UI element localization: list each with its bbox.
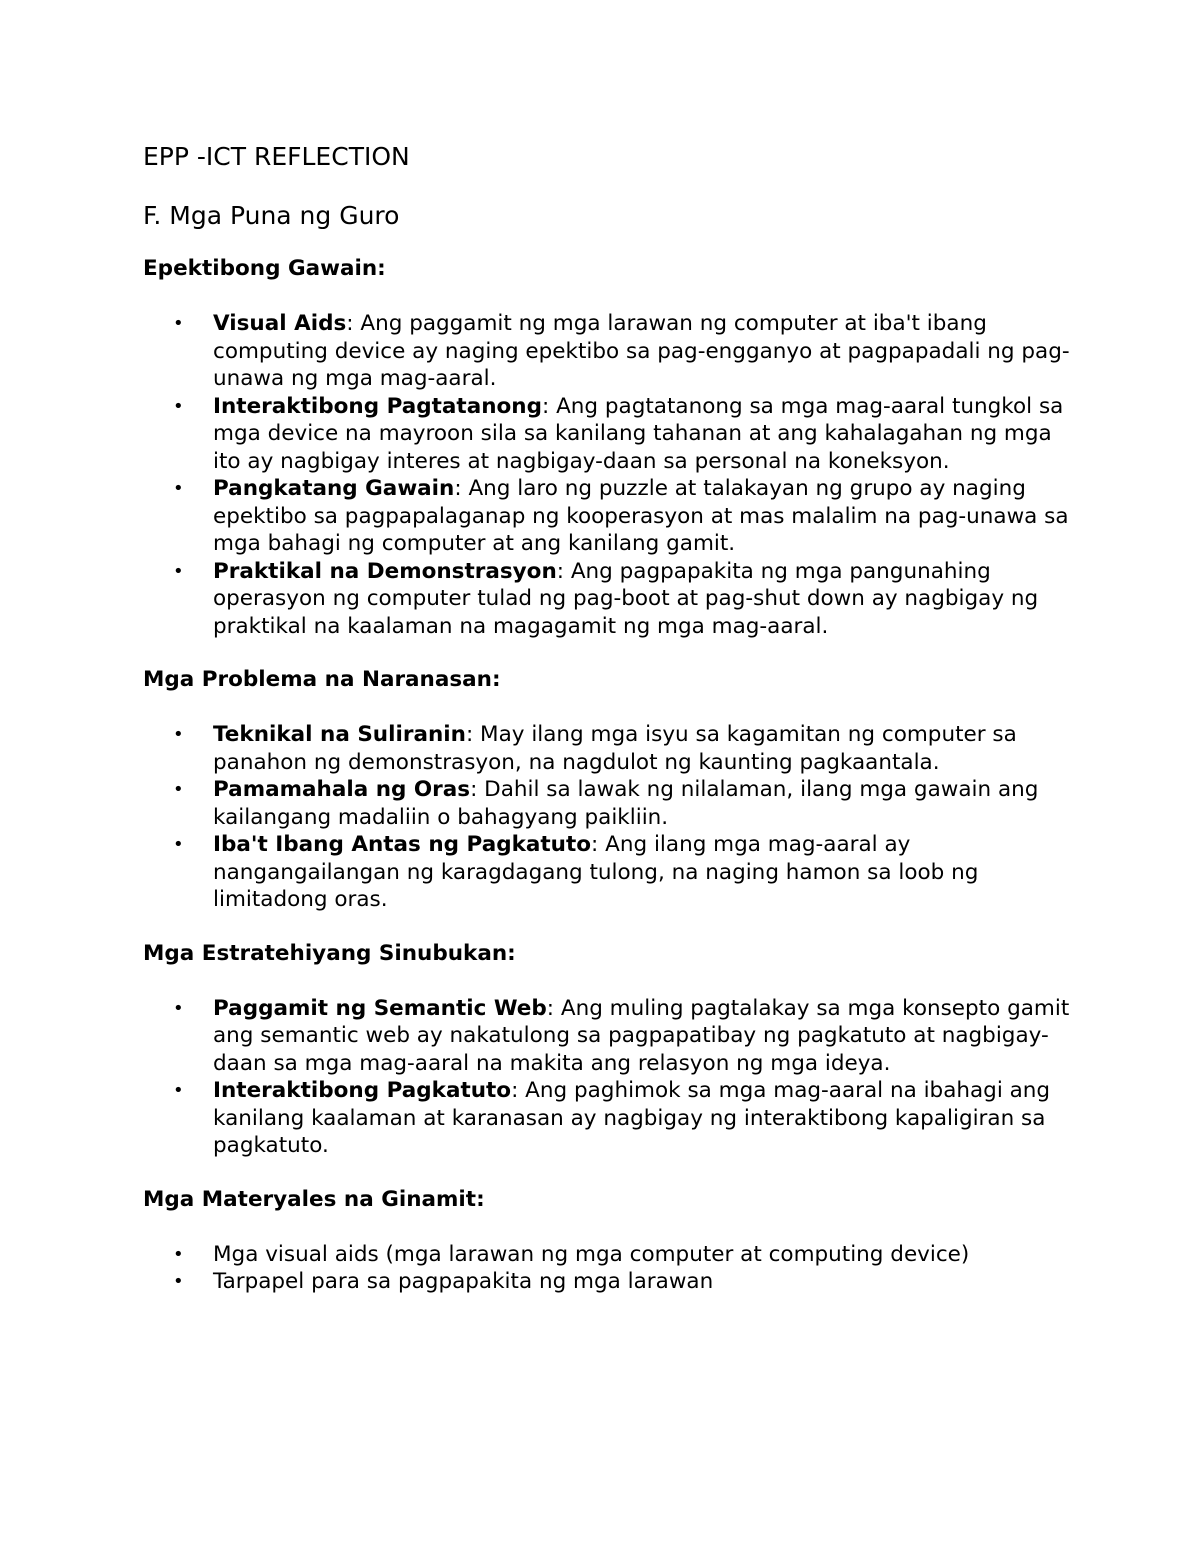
section-heading: Mga Problema na Naranasan: bbox=[143, 667, 501, 692]
list-item bbox=[143, 310, 1073, 393]
item-term: Interaktibong Pagtatanong bbox=[213, 393, 542, 419]
item-term: Teknikal na Suliranin bbox=[213, 722, 466, 747]
bullet-icon: • bbox=[173, 395, 184, 417]
list-item bbox=[143, 721, 1073, 776]
bullet-icon: • bbox=[173, 724, 184, 745]
document-title: EPP -ICT REFLECTION bbox=[143, 142, 410, 171]
bullet-icon: • bbox=[173, 779, 184, 800]
bullet-icon: • bbox=[173, 560, 184, 582]
item-text: Tarpapel para sa pagpapakita ng mga larawan bbox=[213, 1269, 714, 1294]
item-term: Paggamit ng Semantic Web bbox=[213, 995, 547, 1021]
section-mga-estratehiya bbox=[143, 940, 1073, 1160]
section-heading: Mga Materyales na Ginamit: bbox=[143, 1186, 485, 1212]
bullet-icon: • bbox=[173, 1080, 184, 1101]
section-heading: Mga Estratehiyang Sinubukan: bbox=[143, 940, 516, 966]
item-text: : Ang ilang mga mag-aaral ay nangangailangan ng karagdagang tulong, na naging hamon sa loob ng limitadong oras. bbox=[213, 832, 979, 912]
item-term: Visual Aids bbox=[213, 311, 347, 336]
item-text: : May ilang mga isyu sa kagamitan ng computer sa panahon ng demonstrasyon, na nagdulot ng kaunting pagkaantala. bbox=[213, 722, 1017, 775]
bullet-list bbox=[143, 310, 1073, 640]
item-text: : Ang muling pagtalakay sa mga konsepto gamit ang semantic web ay nakatulong sa pagpapatibay ng pagkatuto at nagbigay-daan sa mga mag-aaral na makita ang relasyon ng mga ideya. bbox=[213, 995, 1070, 1076]
item-term: Iba't Ibang Antas ng Pagkatuto bbox=[213, 832, 592, 857]
bullet-icon: • bbox=[173, 997, 184, 1019]
item-text: : Ang paggamit ng mga larawan ng computer at iba't ibang computing device ay naging epektibo sa pag-engganyo at pagpapadali ng pag-unawa ng mga mag-aaral. bbox=[213, 311, 1070, 391]
list-item bbox=[143, 558, 1073, 641]
item-text: : Ang pagtatanong sa mga mag-aaral tungkol sa mga device na mayroon sila sa kanilang tahanan at ang kahalagahan ng mga ito ay nagbigay interes at nagbigay-daan sa personal na koneksyon. bbox=[213, 393, 1064, 474]
item-term: Pamamahala ng Oras bbox=[213, 777, 471, 802]
bullet-list bbox=[143, 1241, 1073, 1296]
item-text: Mga visual aids (mga larawan ng mga computer at computing device) bbox=[213, 1241, 970, 1267]
document-page bbox=[143, 140, 1073, 1296]
item-term: Praktikal na Demonstrasyon bbox=[213, 558, 557, 584]
bullet-icon: • bbox=[173, 1243, 184, 1265]
bullet-list bbox=[143, 721, 1073, 914]
bullet-list bbox=[143, 995, 1073, 1160]
list-item bbox=[143, 1077, 1073, 1160]
list-item bbox=[143, 393, 1073, 476]
item-text: : Dahil sa lawak ng nilalaman, ilang mga gawain ang kailangang madaliin o bahagyang paikliin. bbox=[213, 777, 1039, 830]
item-text: : Ang paghimok sa mga mag-aaral na ibahagi ang kanilang kaalaman at karanasan ay nagbigay ng interaktibong kapaligiran sa pagkatuto. bbox=[213, 1078, 1051, 1158]
list-item bbox=[143, 1241, 1073, 1269]
list-item bbox=[143, 831, 1073, 914]
list-item bbox=[143, 1268, 1073, 1296]
section-mga-materyales bbox=[143, 1186, 1073, 1296]
item-text: : Ang pagpapakita ng mga pangunahing operasyon ng computer tulad ng pag-boot at pag-shut down ay nagbigay ng praktikal na kaalaman na magagamit ng mga mag-aaral. bbox=[213, 558, 1039, 639]
bullet-icon: • bbox=[173, 834, 184, 855]
section-epektibong-gawain bbox=[143, 255, 1073, 640]
list-item bbox=[143, 475, 1073, 558]
bullet-icon: • bbox=[173, 1271, 184, 1292]
section-mga-problema bbox=[143, 666, 1073, 914]
section-heading: Epektibong Gawain: bbox=[143, 256, 386, 281]
item-text: : Ang laro ng puzzle at talakayan ng grupo ay naging epektibo sa pagpapalaganap ng kooperasyon at mas malalim na pag-unawa sa mga bahagi ng computer at ang kanilang gamit. bbox=[213, 476, 1069, 556]
list-item bbox=[143, 995, 1073, 1078]
list-item bbox=[143, 776, 1073, 831]
bullet-icon: • bbox=[173, 478, 184, 499]
bullet-icon: • bbox=[173, 313, 184, 334]
document-subtitle: F. Mga Puna ng Guro bbox=[143, 201, 400, 230]
item-term: Interaktibong Pagkatuto bbox=[213, 1078, 512, 1103]
item-term: Pangkatang Gawain bbox=[213, 476, 455, 501]
